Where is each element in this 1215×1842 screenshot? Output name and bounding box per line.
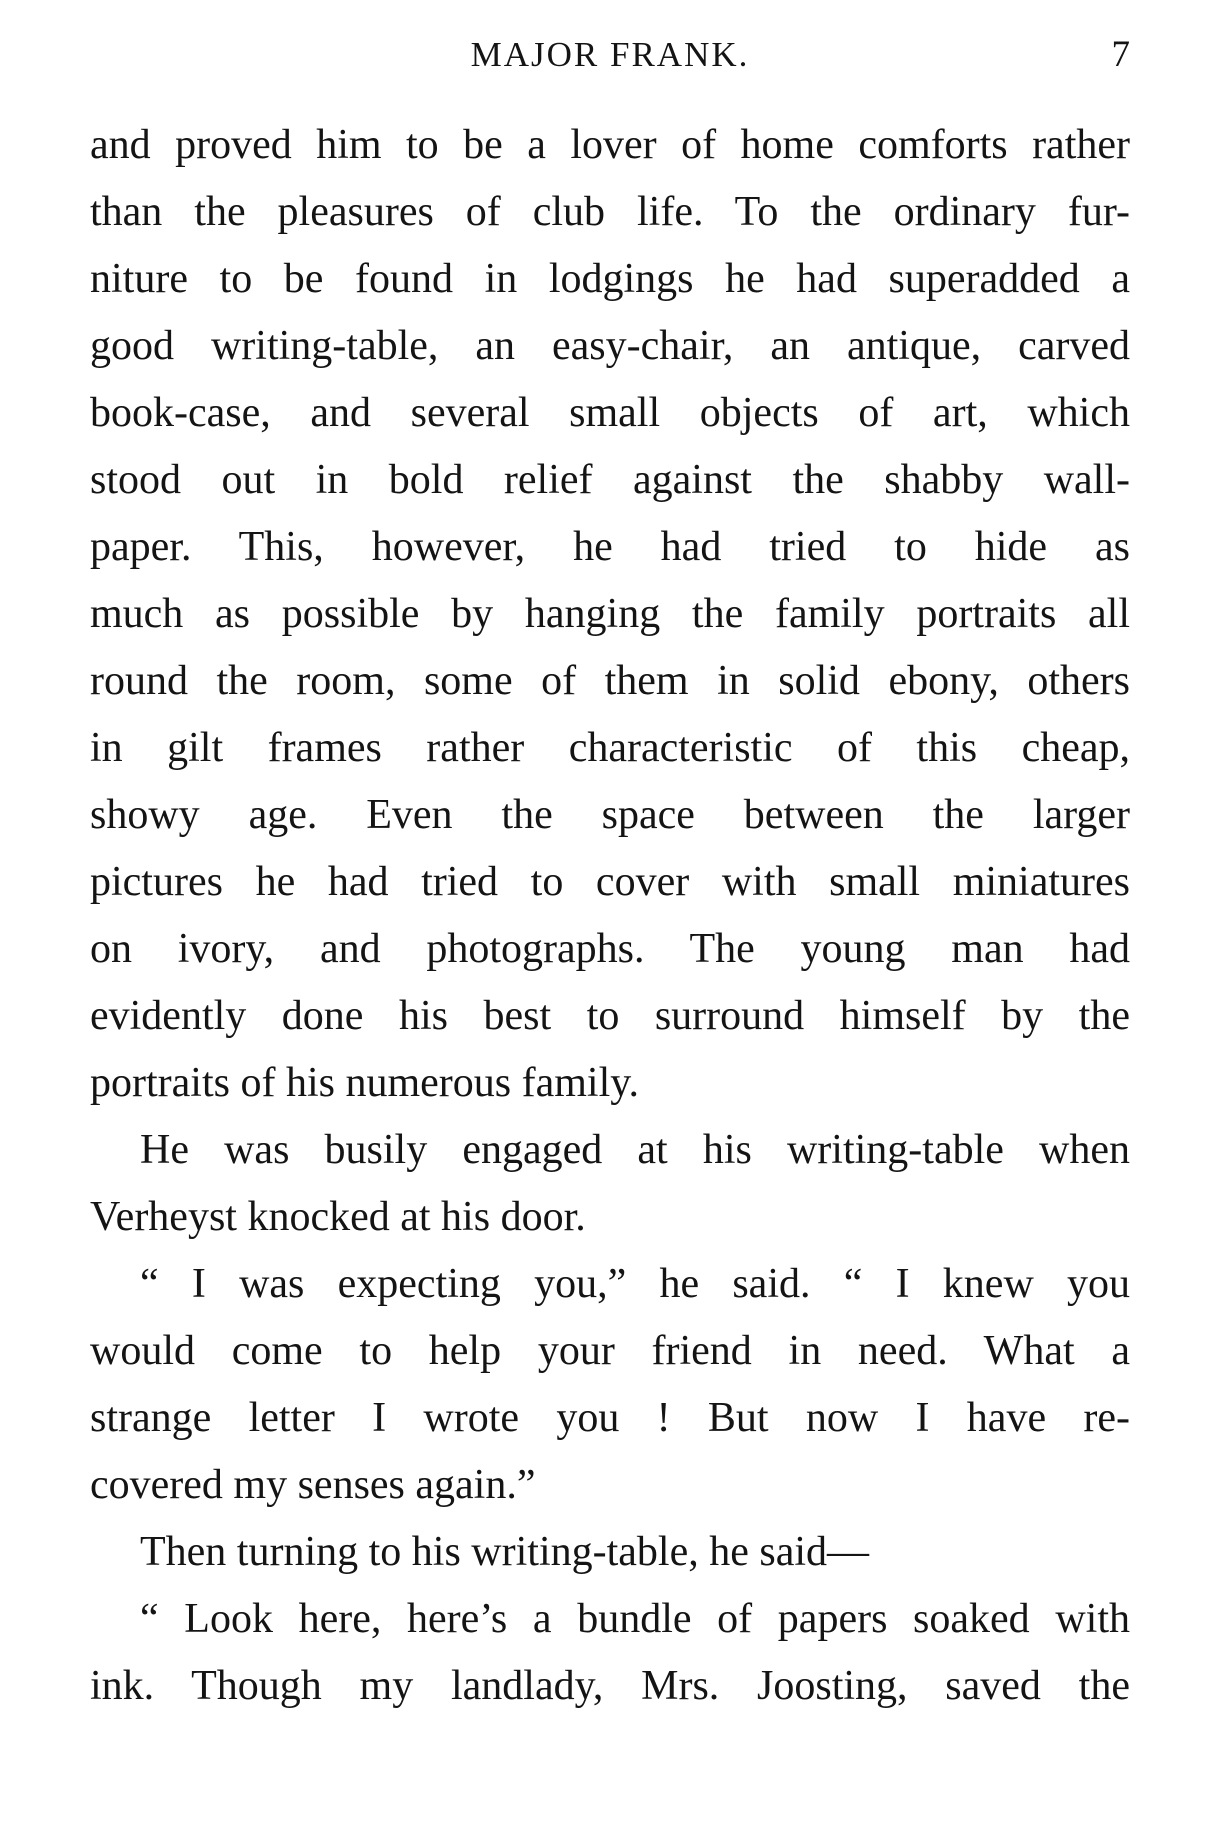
text-line: than the pleasures of club life. To the ordinary fur-	[90, 189, 1130, 235]
body-text	[90, 112, 1130, 1720]
text-line: good writing-table, an easy-chair, an antique, carved	[90, 323, 1130, 369]
text-line: Verheyst knocked at his door.	[90, 1194, 586, 1240]
page-number: 7	[1111, 34, 1130, 75]
text-line: much as possible by hanging the family portraits all	[90, 591, 1130, 637]
text-line: showy age. Even the space between the larger	[90, 792, 1130, 838]
text-line: on ivory, and photographs. The young man had	[90, 926, 1130, 972]
running-title: MAJOR FRANK.	[470, 35, 750, 74]
text-line: stood out in bold relief against the shabby wall-	[90, 457, 1130, 503]
text-line: in gilt frames rather characteristic of this cheap,	[90, 725, 1130, 771]
text-line: covered my senses again.”	[90, 1462, 536, 1508]
text-line: niture to be found in lodgings he had superadded a	[90, 256, 1130, 302]
text-line: book-case, and several small objects of art, which	[90, 390, 1130, 436]
text-line: would come to help your friend in need. What a	[90, 1328, 1130, 1374]
running-head	[90, 30, 1130, 80]
text-line: strange letter I wrote you ! But now I have re-	[90, 1395, 1130, 1441]
text-line: “ Look here, here’s a bundle of papers soaked with	[140, 1596, 1130, 1642]
text-line: evidently done his best to surround himself by the	[90, 993, 1130, 1039]
text-line: He was busily engaged at his writing-table when	[140, 1127, 1130, 1173]
text-line: and proved him to be a lover of home comforts rather	[90, 122, 1130, 168]
text-line: portraits of his numerous family.	[90, 1060, 640, 1106]
text-line: pictures he had tried to cover with small miniatures	[90, 859, 1130, 905]
text-line: “ I was expecting you,” he said. “ I knew you	[140, 1261, 1130, 1307]
text-line: ink. Though my landlady, Mrs. Joosting, saved the	[90, 1663, 1130, 1709]
text-line: Then turning to his writing-table, he said—	[140, 1529, 870, 1575]
text-line: paper. This, however, he had tried to hide as	[90, 524, 1130, 570]
text-line: round the room, some of them in solid ebony, others	[90, 658, 1130, 704]
